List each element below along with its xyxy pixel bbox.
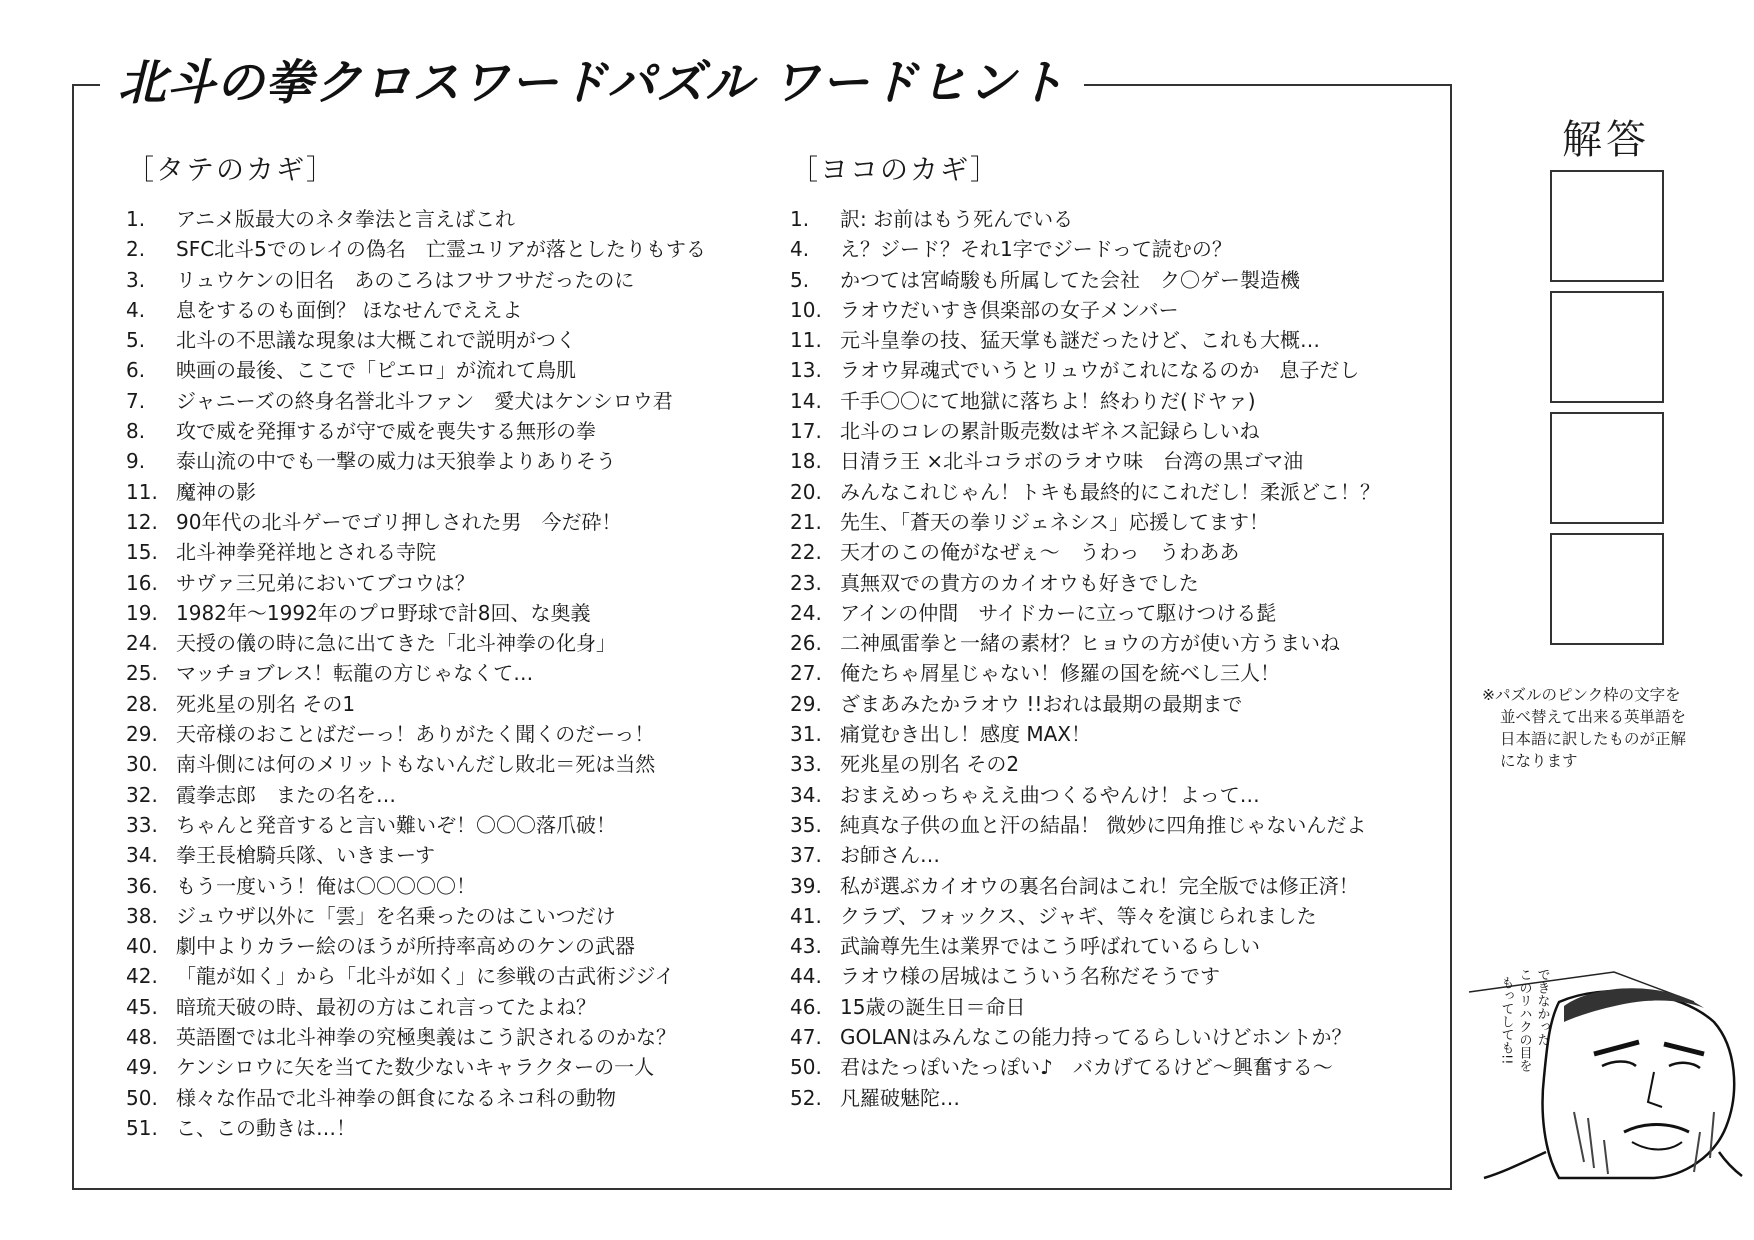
clue-number: 36. (126, 873, 158, 898)
clue-text: 映画の最後、ここで「ピエロ」が流れて鳥肌 (176, 358, 576, 383)
clue-number: 21. (790, 509, 822, 534)
down-clue (126, 537, 746, 567)
clue-text: 1982年～1992年のプロ野球で計8回、な奥義 (176, 600, 591, 625)
across-clue (790, 689, 1430, 719)
clue-number: 30. (126, 752, 158, 777)
down-clue (126, 810, 746, 840)
across-clues-list (790, 204, 1430, 1113)
clue-number: 46. (790, 994, 822, 1019)
clue-number: 24. (126, 631, 158, 656)
down-clue (126, 749, 746, 779)
clue-number: 4. (790, 237, 810, 262)
down-clue (126, 1113, 746, 1143)
down-clue (126, 446, 746, 476)
across-clue (790, 961, 1430, 991)
clue-number: 44. (790, 964, 822, 989)
clue-text: 拳王長槍騎兵隊、いきまーす (176, 843, 435, 868)
across-clue (790, 1052, 1430, 1082)
clue-text: え？ジード？それ1字でジードって読むの？ (840, 237, 1232, 262)
note-line: ※パズルのピンク枠の文字を (1482, 686, 1681, 704)
clue-text: 訳: お前はもう死んでいる (840, 207, 1074, 231)
clue-text: かつては宮崎駿も所属してた会社 ク〇ゲー製造機 (840, 267, 1300, 292)
down-clue (126, 628, 746, 658)
down-clue (126, 325, 746, 355)
answer-box-4 (1550, 533, 1664, 645)
clue-number: 11. (790, 328, 822, 353)
clue-text: クラブ、フォックス、ジャギ、等々を演じられました (840, 903, 1317, 928)
down-clue (126, 901, 746, 931)
clue-number: 8. (126, 419, 146, 444)
clue-number: 16. (126, 570, 158, 595)
clue-number: 19. (126, 600, 158, 625)
clue-text: サヴァ三兄弟においてブコウは？ (176, 570, 475, 595)
speech-line: このリハクの目を (1516, 968, 1532, 1072)
clue-text: 元斗皇拳の技、猛天掌も謎だったけど、これも大概… (840, 328, 1320, 353)
note-line: になります (1500, 752, 1578, 770)
across-clue (790, 1083, 1430, 1113)
clue-text: 息をするのも面倒？ ほなせんでええよ (176, 297, 523, 322)
clue-number: 9. (126, 449, 146, 474)
down-clue (126, 568, 746, 598)
clue-text: 15歳の誕生日＝命日 (840, 994, 1026, 1019)
down-clues-list (126, 204, 746, 1143)
clue-text: 死兆星の別名 その1 (176, 691, 356, 716)
down-clue (126, 386, 746, 416)
clue-number: 2. (126, 237, 146, 262)
clue-text: ラオウ昇魂式でいうとリュウがこれになるのか 息子だし (840, 358, 1360, 383)
down-clue (126, 871, 746, 901)
clue-text: 武論尊先生は業界ではこう呼ばれているらしい (840, 934, 1260, 959)
clue-text: 90年代の北斗ゲーでゴリ押しされた男 今だ砕！ (176, 509, 622, 534)
clue-text: 魔神の影 (176, 479, 256, 504)
clue-text: 暗琉天破の時、最初の方はこれ言ってたよね？ (176, 994, 596, 1019)
clue-text: 君はたっぽいたっぽい♪ バカげてるけど～興奮する～ (840, 1055, 1333, 1080)
clue-number: 52. (790, 1085, 822, 1110)
down-clue (126, 961, 746, 991)
clue-number: 47. (790, 1025, 822, 1050)
down-clue (126, 780, 746, 810)
clue-number: 39. (790, 873, 822, 898)
across-clue (790, 295, 1430, 325)
clue-number: 31. (790, 722, 822, 747)
clue-text: SFC北斗5でのレイの偽名 亡霊ユリアが落としたりもする (176, 237, 706, 262)
clue-text: ざまあみたかラオウ !!おれは最期の最期まで (840, 691, 1243, 716)
across-clue (790, 1022, 1430, 1052)
clue-number: 23. (790, 570, 822, 595)
clue-text: 攻で威を発揮するが守で威を喪失する無形の拳 (176, 419, 596, 444)
down-clue (126, 265, 746, 295)
clue-text: 痛覚むき出し！感度 MAX！ (840, 722, 1091, 747)
clue-text: 北斗のコレの累計販売数はギネス記録らしいね (840, 419, 1260, 444)
clue-text: アニメ版最大のネタ拳法と言えばこれ (176, 207, 515, 231)
across-clue (790, 840, 1430, 870)
speech-line: できなかった (1534, 968, 1550, 1046)
across-clue (790, 446, 1430, 476)
down-clue (126, 1083, 746, 1113)
clue-number: 15. (126, 540, 158, 565)
down-clues-column (126, 150, 746, 1143)
clue-number: 22. (790, 540, 822, 565)
clue-text: ケンシロウに矢を当てた数少ないキャラクターの一人 (176, 1055, 655, 1080)
clue-number: 12. (126, 509, 158, 534)
clue-number: 27. (790, 661, 822, 686)
answer-note (1482, 684, 1732, 772)
across-clue (790, 477, 1430, 507)
across-clues-column (790, 150, 1430, 1113)
down-clue (126, 719, 746, 749)
clue-number: 29. (790, 691, 822, 716)
across-clue (790, 234, 1430, 264)
answer-heading: 解答 (1562, 117, 1650, 163)
clue-number: 35. (790, 812, 822, 837)
down-clue (126, 295, 746, 325)
clue-number: 45. (126, 994, 158, 1019)
clue-text: ラオウ様の居城はこういう名称だそうです (840, 964, 1220, 989)
clue-number: 34. (790, 782, 822, 807)
clue-number: 17. (790, 419, 822, 444)
clue-text: 霞拳志郎 またの名を… (176, 782, 396, 807)
clue-number: 50. (790, 1055, 822, 1080)
across-clue (790, 325, 1430, 355)
answer-box-2 (1550, 291, 1664, 403)
clue-number: 5. (790, 267, 810, 292)
clue-number: 40. (126, 934, 158, 959)
clue-text: 日清ラ王 ×北斗コラボのラオウ味 台湾の黒ゴマ油 (840, 449, 1304, 474)
note-line: 並べ替えて出来る英単語を (1500, 708, 1687, 726)
across-clue (790, 386, 1430, 416)
across-clue (790, 780, 1430, 810)
clue-number: 13. (790, 358, 822, 383)
down-clue (126, 355, 746, 385)
clue-number: 28. (126, 691, 158, 716)
clue-text: 天才のこの俺がなぜぇ～ うわっ うわああ (840, 540, 1240, 565)
clue-text: ジュウザ以外に「雲」を名乗ったのはこいつだけ (176, 903, 616, 928)
note-line: 日本語に訳したものが正解 (1500, 730, 1687, 748)
clue-text: リュウケンの旧名 あのころはフサフサだったのに (176, 267, 635, 292)
down-clues-heading: ［タテのカギ］ (126, 153, 337, 186)
clue-number: 1. (790, 207, 810, 231)
down-clue (126, 931, 746, 961)
clue-text: 南斗側には何のメリットもないんだし敗北＝死は当然 (176, 752, 656, 777)
clue-text: 先生、「蒼天の拳リジェネシス」応援してます！ (840, 509, 1269, 534)
clue-text: 私が選ぶカイオウの裏名台詞はこれ！完全版では修正済！ (840, 873, 1359, 898)
down-clue (126, 658, 746, 688)
across-clue (790, 992, 1430, 1022)
down-clue (126, 416, 746, 446)
across-clue (790, 719, 1430, 749)
clue-text: 様々な作品で北斗神拳の餌食になるネコ科の動物 (176, 1085, 616, 1110)
clue-number: 24. (790, 600, 822, 625)
clue-text: 真無双での貴方のカイオウも好きでした (840, 570, 1199, 595)
across-clue (790, 416, 1430, 446)
manga-character-illustration-icon (1464, 962, 1744, 1180)
clue-text: ちゃんと発音すると言い難いぞ！〇〇〇落爪破！ (176, 812, 616, 837)
clue-text: 純真な子供の血と汗の結晶！ 微妙に四角推じゃないんだよ (840, 812, 1367, 837)
clue-number: 7. (126, 388, 146, 413)
across-clue (790, 204, 1430, 234)
clue-number: 37. (790, 843, 822, 868)
clue-number: 32. (126, 782, 158, 807)
across-clues-heading: ［ヨコのカギ］ (790, 153, 1001, 186)
clue-text: 劇中よりカラー絵のほうが所持率高めのケンの武器 (176, 934, 635, 959)
clue-number: 26. (790, 631, 822, 656)
down-clue (126, 234, 746, 264)
clue-number: 1. (126, 207, 146, 231)
clue-text: GOLANはみんなこの能力持ってるらしいけどホントか？ (840, 1025, 1352, 1050)
down-clue (126, 1022, 746, 1052)
across-clue (790, 265, 1430, 295)
clue-text: 俺たちゃ屑星じゃない！修羅の国を統べし三人！ (840, 661, 1280, 686)
clue-text: 「龍が如く」から「北斗が如く」に参戦の古武術ジジイ (176, 964, 675, 989)
clue-text: マッチョブレス！転龍の方じゃなくて… (176, 661, 534, 686)
clue-text: お師さん… (840, 843, 940, 868)
down-clue (126, 507, 746, 537)
page-title: 北斗の拳クロスワードパズル ワードヒント (100, 50, 1084, 116)
across-clue (790, 507, 1430, 537)
clue-number: 43. (790, 934, 822, 959)
clue-text: おまえめっちゃええ曲つくるやんけ！よって… (840, 782, 1260, 807)
clue-text: みんなこれじゃん！トキも最終的にこれだし！柔派どこ！？ (840, 479, 1380, 504)
answer-box-1 (1550, 170, 1664, 282)
clue-number: 3. (126, 267, 146, 292)
across-clue (790, 810, 1430, 840)
clue-text: アインの仲間 サイドカーに立って駆けつける髭 (840, 600, 1277, 625)
across-clue (790, 871, 1430, 901)
clue-text: もう一度いう！俺は〇〇〇〇〇！ (176, 873, 476, 898)
clue-number: 14. (790, 388, 822, 413)
clue-number: 50. (126, 1085, 158, 1110)
clue-text: 天帝様のおことばだーっ！ありがたく聞くのだーっ！ (176, 722, 655, 747)
clue-number: 33. (790, 752, 822, 777)
clue-number: 38. (126, 903, 158, 928)
clue-number: 10. (790, 297, 822, 322)
down-clue (126, 840, 746, 870)
clue-text: ラオウだいすき倶楽部の女子メンバー (840, 297, 1179, 322)
clue-text: 北斗神拳発祥地とされる寺院 (176, 540, 436, 565)
clue-number: 49. (126, 1055, 158, 1080)
clue-number: 42. (126, 964, 158, 989)
across-clue (790, 537, 1430, 567)
clue-text: 千手〇〇にて地獄に落ちよ！終わりだ(ドヤァ) (840, 388, 1256, 413)
clue-number: 41. (790, 903, 822, 928)
across-clue (790, 658, 1430, 688)
clue-text: 凡羅破魅陀… (840, 1085, 960, 1110)
across-clue (790, 568, 1430, 598)
clue-number: 18. (790, 449, 822, 474)
clue-number: 20. (790, 479, 822, 504)
clue-text: ジャニーズの終身名誉北斗ファン 愛犬はケンシロウ君 (176, 388, 673, 413)
clue-number: 4. (126, 297, 146, 322)
speech-line: もってしても!! (1498, 976, 1514, 1065)
clue-number: 6. (126, 358, 146, 383)
down-clue (126, 689, 746, 719)
clue-text: 泰山流の中でも一撃の威力は天狼拳よりありそう (176, 449, 616, 474)
clue-text: こ、この動きは…！ (176, 1115, 356, 1140)
clue-text: 英語圏では北斗神拳の究極奥義はこう訳されるのかな？ (176, 1025, 676, 1050)
answer-box-3 (1550, 412, 1664, 524)
clue-text: 死兆星の別名 その2 (840, 752, 1020, 777)
down-clue (126, 598, 746, 628)
clue-number: 5. (126, 328, 146, 353)
clue-text: 北斗の不思議な現象は大概これで説明がつく (176, 328, 576, 353)
across-clue (790, 355, 1430, 385)
clue-text: 二神風雷拳と一緒の素材？ヒョウの方が使い方うまいね (840, 631, 1340, 656)
across-clue (790, 901, 1430, 931)
clue-number: 51. (126, 1115, 158, 1140)
down-clue (126, 477, 746, 507)
down-clue (126, 1052, 746, 1082)
across-clue (790, 931, 1430, 961)
clue-number: 48. (126, 1025, 158, 1050)
across-clue (790, 749, 1430, 779)
down-clue (126, 992, 746, 1022)
clue-number: 34. (126, 843, 158, 868)
down-clue (126, 204, 746, 234)
across-clue (790, 628, 1430, 658)
clue-number: 33. (126, 812, 158, 837)
across-clue (790, 598, 1430, 628)
clue-text: 天授の儀の時に急に出てきた「北斗神拳の化身」 (176, 631, 616, 656)
clue-number: 25. (126, 661, 158, 686)
clue-number: 11. (126, 479, 158, 504)
clue-number: 29. (126, 722, 158, 747)
